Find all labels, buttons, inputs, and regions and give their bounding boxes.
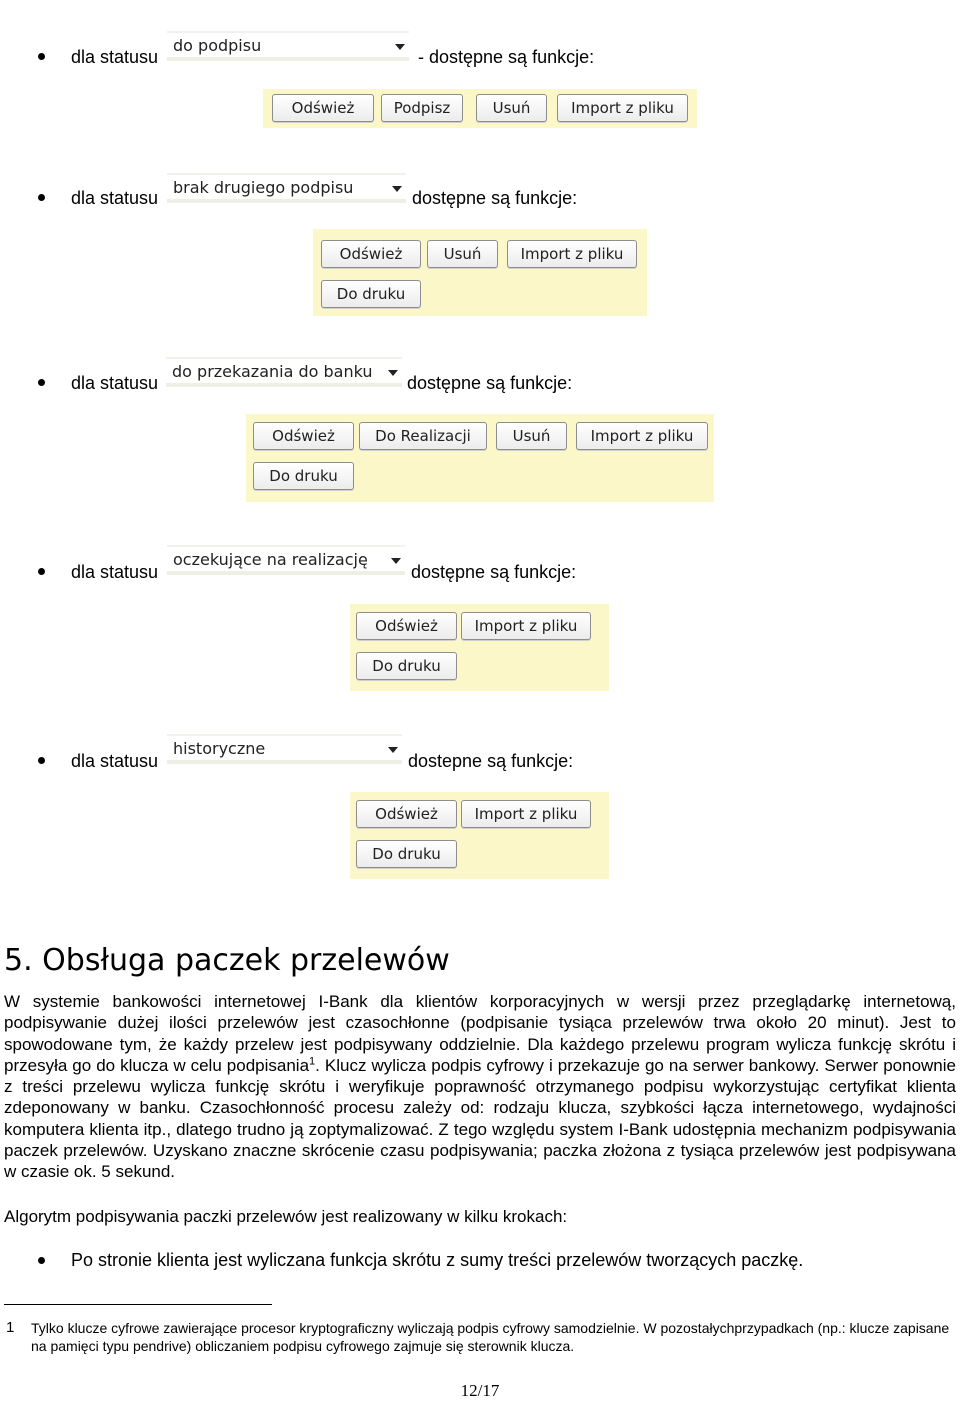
body-paragraph-part: W systemie bankowości internetowej I-Bank dla klientów korporacyjnych w wersji przez przeglądarkę internetową, podpisywanie dużej ilości przelewów jest czasochłonne (podpisanie tysiąca przelewów trwa około 20 minut). Jest to spowodowane tym, że każdy przelew jest podpisywany oddzielnie. Dla każdego przelewu program wylicza funkcję skrótu i przesyła go do klucza w celu podpisania bbox=[4, 992, 956, 1075]
status-prefix: dla statusu bbox=[71, 562, 159, 582]
status-dropdown-value: do przekazania do banku bbox=[172, 362, 373, 381]
status-prefix: dla statusu bbox=[71, 47, 159, 67]
status-dropdown-value: brak drugiego podpisu bbox=[173, 178, 354, 197]
delete-button[interactable]: Usuń bbox=[476, 94, 547, 122]
status-dropdown[interactable] bbox=[167, 31, 409, 61]
import-from-file-button[interactable]: Import z pliku bbox=[461, 800, 591, 828]
status-dropdown-value: do podpisu bbox=[173, 36, 262, 55]
status-dropdown[interactable] bbox=[167, 173, 406, 203]
page-number: 12/17 bbox=[460, 1381, 500, 1400]
status-suffix: dostepne są funkcje: bbox=[408, 751, 574, 771]
status-dropdown[interactable] bbox=[167, 734, 402, 764]
chevron-down-icon bbox=[388, 370, 398, 376]
toolbar-panel bbox=[246, 414, 714, 502]
refresh-button[interactable]: Odśwież bbox=[253, 422, 354, 450]
status-suffix: dostępne są funkcje: bbox=[407, 373, 573, 393]
footnote-ref: 1 bbox=[309, 1055, 316, 1068]
import-from-file-button[interactable]: Import z pliku bbox=[461, 612, 591, 640]
body-paragraph bbox=[4, 991, 956, 1183]
print-button[interactable]: Do druku bbox=[356, 652, 457, 680]
bullet-dot bbox=[38, 1257, 45, 1264]
bullet-dot bbox=[38, 379, 45, 386]
toolbar-panel bbox=[350, 604, 609, 691]
bullet-dot bbox=[38, 53, 45, 60]
chevron-down-icon bbox=[391, 558, 401, 564]
algorithm-step: Po stronie klienta jest wyliczana funkcja skrótu z sumy treści przelewów tworzących paczkę. bbox=[71, 1250, 804, 1270]
section-heading: 5. Obsługa paczek przelewów bbox=[4, 943, 450, 978]
refresh-button[interactable]: Odśwież bbox=[356, 800, 457, 828]
status-dropdown-value: historyczne bbox=[173, 739, 266, 758]
refresh-button[interactable]: Odśwież bbox=[356, 612, 457, 640]
toolbar-panel bbox=[263, 89, 697, 128]
refresh-button[interactable]: Odśwież bbox=[272, 94, 374, 122]
bullet-dot bbox=[38, 757, 45, 764]
sign-button[interactable]: Podpisz bbox=[381, 94, 463, 122]
footnote-number: 1 bbox=[6, 1319, 15, 1336]
import-from-file-button[interactable]: Import z pliku bbox=[507, 240, 637, 268]
delete-button[interactable]: Usuń bbox=[496, 422, 567, 450]
chevron-down-icon bbox=[392, 186, 402, 192]
algorithm-intro: Algorytm podpisywania paczki przelewów jest realizowany w kilku krokach: bbox=[4, 1207, 568, 1226]
toolbar-panel bbox=[313, 229, 647, 316]
status-suffix: dostępne są funkcje: bbox=[411, 562, 577, 582]
import-from-file-button[interactable]: Import z pliku bbox=[557, 94, 688, 122]
body-paragraph-part: . Klucz wylicza podpis cyfrowy i przekazuje go na serwer bankowy. Serwer ponownie z treści przelewu wylicza funkcję skrótu i weryfikuje poprawność otrzymanego podpisu wykorzystując certyfikat klienta zdeponowany w banku. Czasochłonność procesu zależy od: rodzaju klucza, szybkości łącza internetowego, wydajności komputera klienta itp., dlatego trudno ją zoptymalizować. Z tego względu system I-Bank udostępnia mechanizm podpisywania paczek przelewów. Uzyskano znaczne skrócenie czasu podpisywania; paczka złożona z tysiąca przelewów jest podpisywana w czasie ok. 5 sekund. bbox=[4, 1055, 956, 1182]
status-prefix: dla statusu bbox=[71, 373, 159, 393]
chevron-down-icon bbox=[395, 44, 405, 50]
toolbar-panel bbox=[350, 792, 609, 879]
bullet-dot bbox=[38, 194, 45, 201]
bullet-dot bbox=[38, 568, 45, 575]
print-button[interactable]: Do druku bbox=[321, 280, 421, 308]
to-execution-button[interactable]: Do Realizacji bbox=[359, 422, 487, 450]
status-dropdown[interactable] bbox=[167, 545, 405, 575]
import-from-file-button[interactable]: Import z pliku bbox=[576, 422, 708, 450]
delete-button[interactable]: Usuń bbox=[427, 240, 498, 268]
status-dropdown[interactable] bbox=[166, 357, 402, 387]
footnote-divider bbox=[4, 1304, 272, 1305]
print-button[interactable]: Do druku bbox=[253, 462, 354, 490]
status-prefix: dla statusu bbox=[71, 751, 159, 771]
status-dropdown-value: oczekujące na realizację bbox=[173, 550, 368, 569]
status-suffix: - dostępne są funkcje: bbox=[418, 47, 595, 67]
print-button[interactable]: Do druku bbox=[356, 840, 457, 868]
status-prefix: dla statusu bbox=[71, 188, 159, 208]
status-suffix: dostępne są funkcje: bbox=[412, 188, 578, 208]
chevron-down-icon bbox=[388, 747, 398, 753]
refresh-button[interactable]: Odśwież bbox=[321, 240, 421, 268]
footnote-text: Tylko klucze cyfrowe zawierające procesor kryptograficzny wyliczają podpis cyfrowy samodzielnie. W pozostałychprzypadkach (np.: klucze zapisane na pamięci typu pendrive) obliczaniem podpisu cyfrowego zajmuje się sterownik klucza. bbox=[31, 1320, 950, 1354]
